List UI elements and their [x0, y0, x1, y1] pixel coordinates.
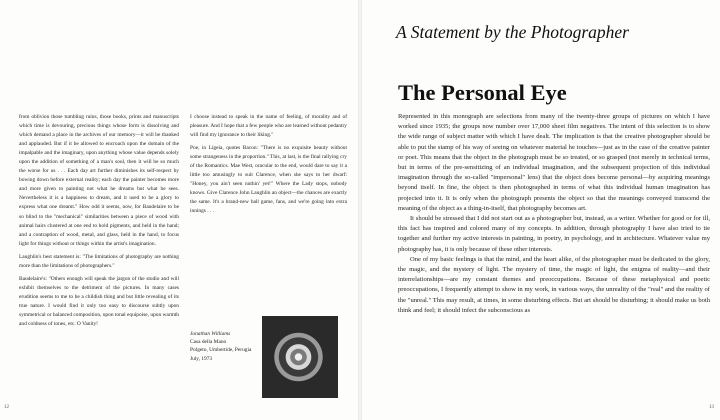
paragraph: Poe, in Ligeia, quotes Bacon: "There is no exquisite beauty without some strangeness in the proportion." This, at last, is the final rallying cry of the Romantics. Mae West, oracular to the end, would dare to say it a little too amusingly to suit Clarence, when she says to her dwarf: "Honey, you ain't seen nuthin' yet!" Where the Lady stops, nobody knows. Give Clarence John Laughlin an object—the chances are exactly the same. It's a brand-new ball game, fans, and we're going into extra innings . . .	[190, 145, 347, 215]
signature-line: July, 1973	[190, 355, 213, 362]
paragraph: Laughlin's best statement is: "The limitations of photography are nothing more than the limitations of photographers."	[19, 253, 179, 269]
page-title: The Personal Eye	[398, 80, 567, 105]
right-column	[398, 112, 710, 316]
left-column-b	[190, 113, 347, 221]
author-name: Jonathan Williams	[190, 331, 231, 337]
paragraph: It should be stressed that I did not start out as a photographer but, instead, as a writer. Whether for good or for ill, this fact has inspired and colored many of my concepts. In addition, through photography I have also tried to tie together and further my active interests in painting, in poetry, in psychology, and in architecture. Whatever value my photography has, it is only because of these other interests.	[398, 215, 710, 253]
paragraph: One of my basic feelings is that the mind, and the heart alike, of the photographer must be dedicated to the glory, the magic, and the mystery of light. The mystery of time, the magic of light, the enigma of reality—and their interrelationships—are my constant themes and preoccupations. Because of these metaphysical and poetic preoccupations, I frequently attempt to show in my work, in various ways, the unreality of the "real" and the reality of the "unreal." This may result, at times, in some disturbing effects. But art should be disturbing; it should make us both think and feel; it should infect the subconscious as	[398, 255, 710, 314]
page-number: 13	[709, 405, 714, 410]
section-kicker: A Statement by the Photographer	[396, 22, 629, 42]
paragraph: Baudelaire's: "Others enough will speak the jargon of the studio and will exhibit themselves to the detriment of the pictures. In many cases erudition seems to me to be a childish thing and but little revealing of its true nature. I would find it only too easy to discourse subtly upon symmetrical or balanced composition, upon tonal equipoise, upon warmth and coldness of tones, etc. O Vanity!	[19, 275, 179, 328]
paragraph: from oblivion those tumbling ruins, those books, prints and manuscripts which time is devouring, precious things whose form is dissolving and which demand a place in the archives of our memory—it will be thanked and applauded. But if it be allowed to encroach upon the domain of the impalpable and the imaginary, upon anything whose value depends solely upon the addition of something of a man's soul, then it will be so much the worse for us . . . Each day art further diminishes its self-respect by bowing down before external reality; each day the painter becomes more and more given to painting not what he dreams but what he sees. Nevertheless it is a happiness to dream, and it used to be a glory to express what one dreamt." How odd it seems, now, for Baudelaire to be so blind to the "mechanical" similarities between a piece of wood with animal hairs clustered at one end to hold pigments, and held in the hand; and a contraption of wood, metal, and glass, held in the hand, to focus light for things without or things within the artist's imagination.	[19, 114, 179, 247]
signature-block	[190, 330, 260, 363]
paragraph: Represented in this monograph are selections from many of the twenty-three groups of pictures on which I have worked since 1935; the groups now number over 17,000 sheet film negatives. The intent of this selection is to show the wide range of subject matter with which I have dealt. The implication is that the creative photographer should be able to put the stamp of his way of seeing on whatever material he touches—just as in the case of the creative painter or poet. This means that the object in the photograph must be so treated, or so grasped (not merely in technical terms, but in terms of the pre-sensitizing of an individual imagination, and the subsequent projection of this individual imagination through the so-called "impersonal" lens) that the object does become personal—by acquiring meanings beyond itself. In fine, the object is then photographed in terms of what this individual human imagination has projected into it. It is only when the photograph presents the object so that the meanings conveyed transcend the meaning of the object as a thing-in-itself, that photography becomes art.	[398, 113, 710, 212]
left-page	[0, 0, 358, 420]
signature-line: Polgeto, Umbertide, Perugia	[190, 347, 252, 354]
left-column-a	[19, 113, 179, 333]
signature-line: Casa della Mano	[190, 339, 227, 346]
sunburst-photograph	[262, 316, 338, 398]
page-number: 12	[4, 405, 9, 410]
paragraph: I choose instead to speak in the name of feeling, of morality and of pleasure. And I hope that a few people who are learned without pedantry will find my ignorance to their liking."	[190, 114, 347, 139]
